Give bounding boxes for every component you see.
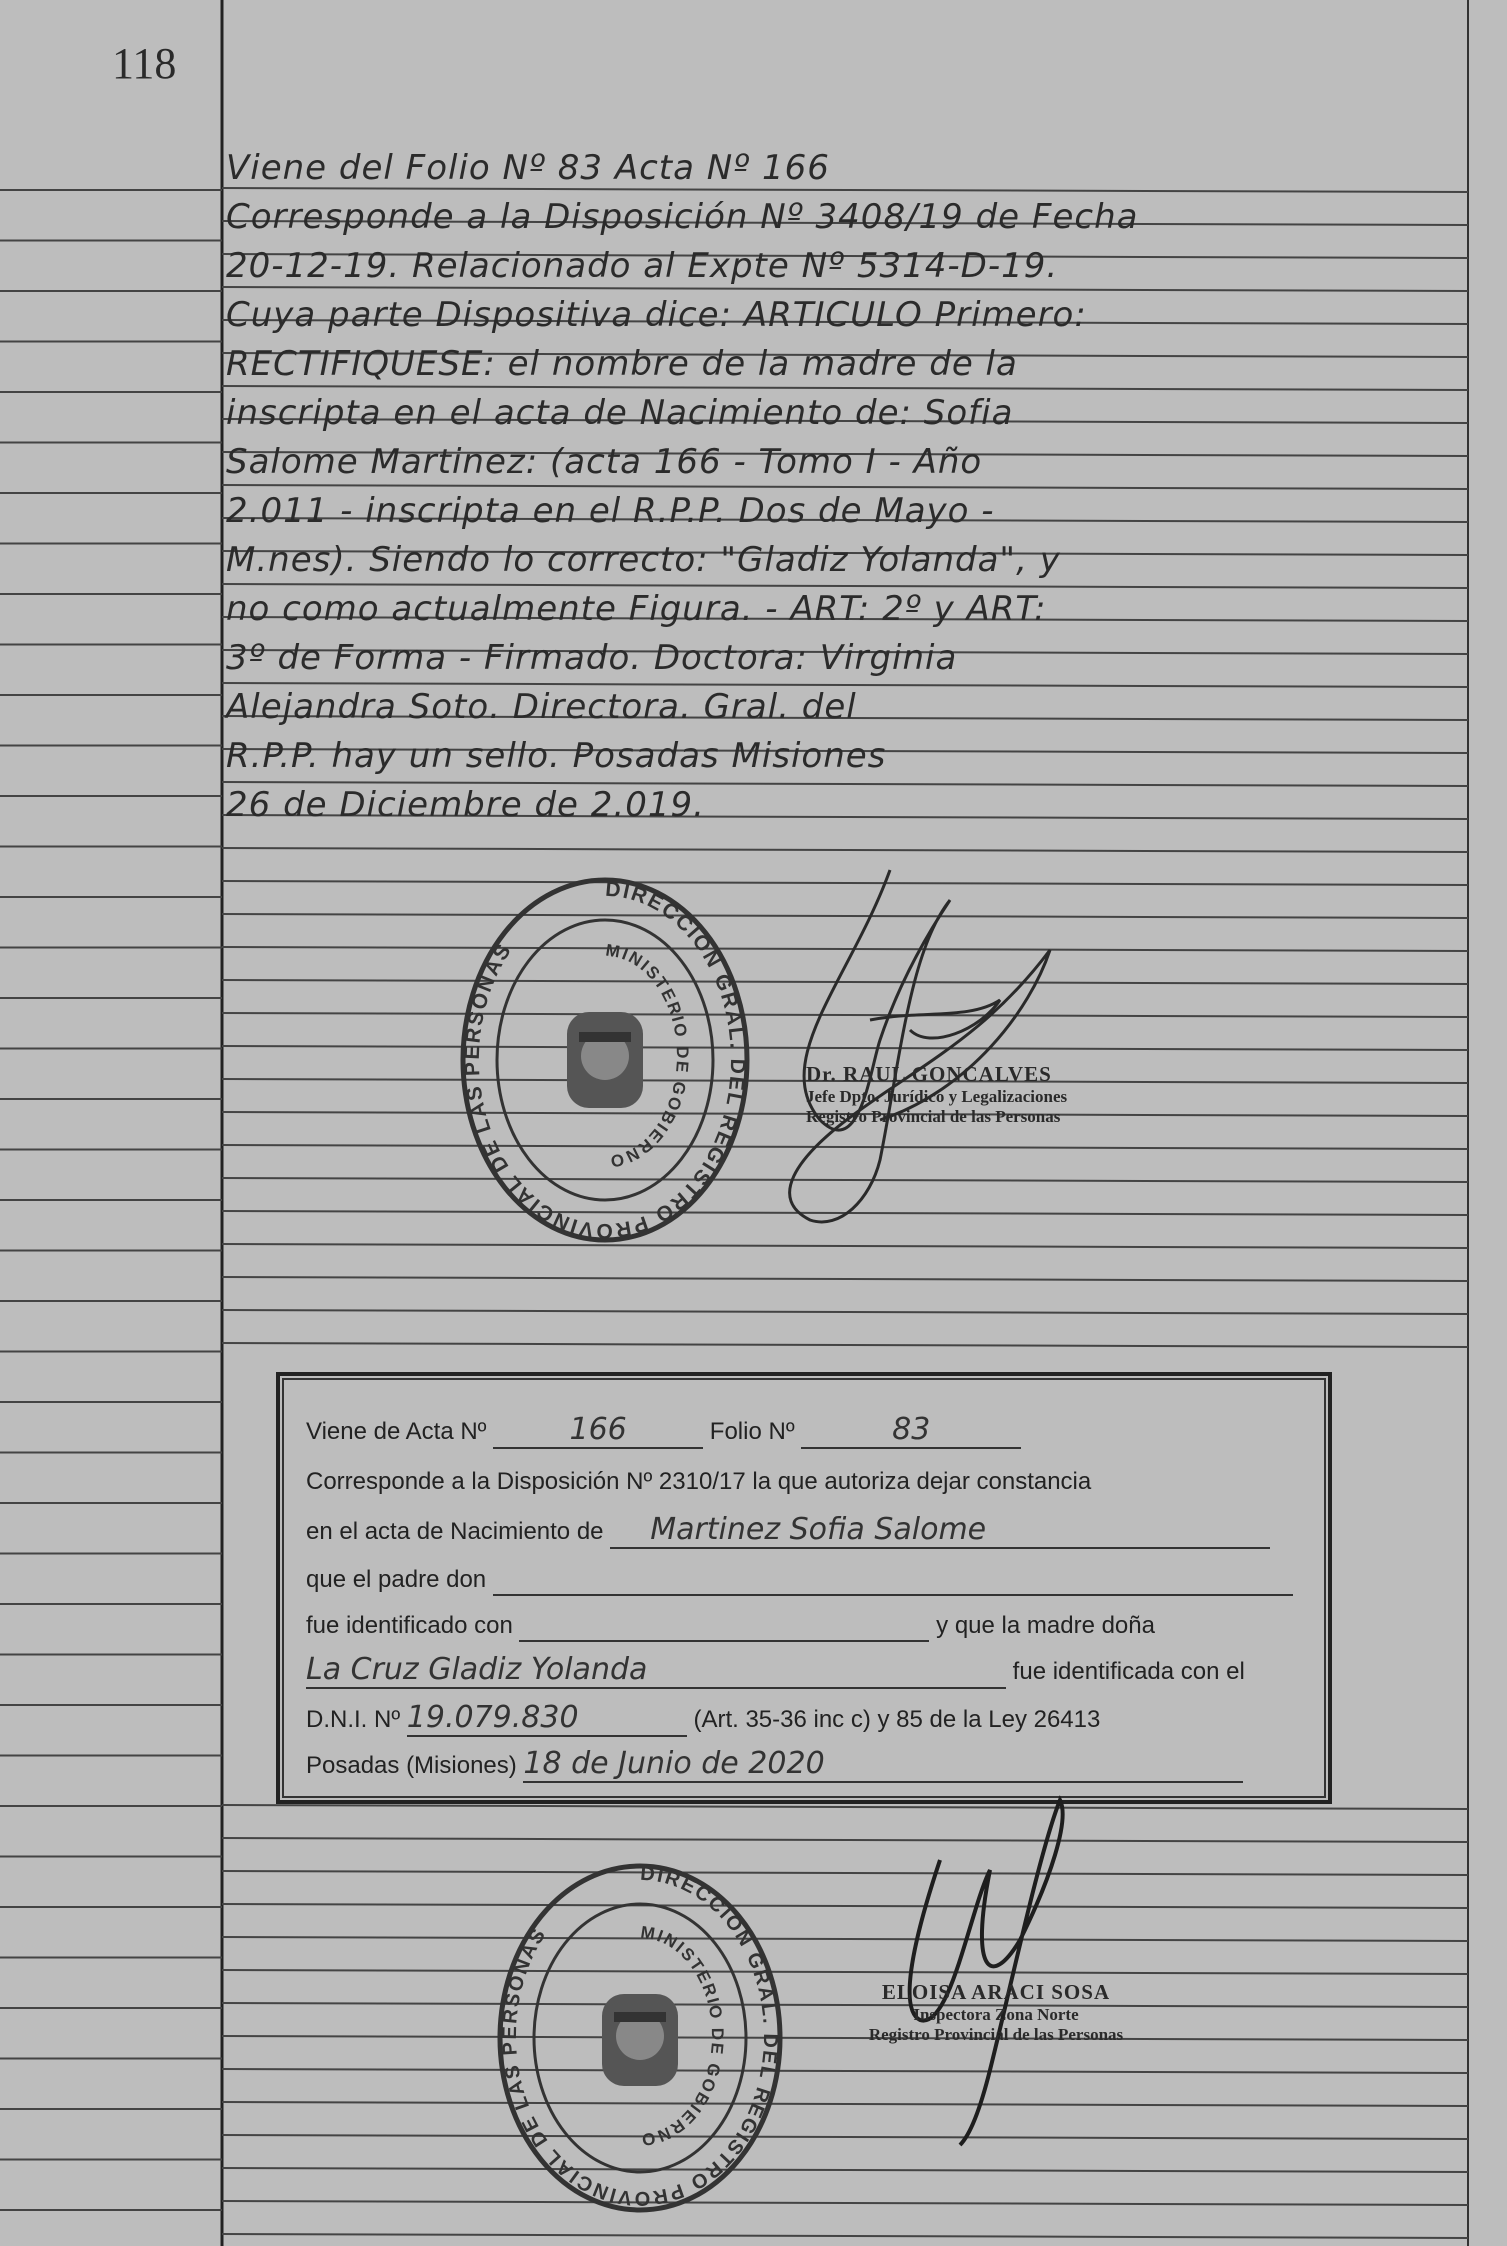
nacimiento-label: en el acta de Nacimiento de [306,1518,604,1545]
form-row-fecha [306,1746,1243,1783]
signer-office: Registro Provincial de las Personas [806,1107,1061,1126]
handwritten-line: Alejandra Soto. Directora. Gral. del [226,687,857,727]
ledger-rule [222,386,1468,390]
ledger-rule [222,1244,1468,1248]
handwritten-line: inscripta en el acta de Nacimiento de: Sofia [226,393,1014,433]
signature-2-scribble [880,1790,1100,2150]
handwritten-line: RECTIFIQUESE: el nombre de la madre de la [226,344,1018,384]
signature-1-scribble [730,860,1090,1240]
ledger-rule [222,1277,1468,1281]
handwritten-line: 20-12-19. Relacionado al Expte Nº 5314-D-19. [226,246,1059,286]
identificado-blank [519,1612,929,1642]
identificado-label: fue identificado con [306,1612,513,1639]
coat-of-arms-icon [567,1012,643,1108]
form-row-identificado [306,1612,1155,1642]
handwritten-line: Viene del Folio Nº 83 Acta Nº 166 [226,148,830,188]
folio-value: 83 [801,1412,1021,1449]
ledger-rule [222,2069,1468,2073]
ledger-rule [222,287,1468,291]
madre-label: y que la madre doña [936,1612,1155,1639]
form-row-nacimiento [306,1512,1270,1549]
seal-inner-text: MINISTERIO DE GOBIERNO [638,1922,727,2150]
handwritten-line: 3º de Forma - Firmado. Doctora: Virginia [226,638,958,678]
form-row-dni [306,1700,1100,1737]
form-row-padre [306,1566,1293,1596]
handwritten-line: 2.011 - inscripta en el R.P.P. Dos de Mayo - [226,491,995,531]
ledger-rule [222,188,1468,192]
ledger-rule [222,2135,1468,2139]
ledger-rule [222,1871,1468,1875]
acta-value: 166 [493,1412,703,1449]
handwritten-line: Corresponde a la Disposición Nº 3408/19 de Fecha [226,197,1139,237]
ledger-rule [222,584,1468,588]
dni-value: 19.079.830 [407,1700,687,1737]
ledger-rule [222,1970,1468,1974]
ledger-rule [222,2168,1468,2172]
folio-label: Folio Nº [709,1418,795,1445]
signature-1-block [806,1062,1067,1127]
ledger-rule [222,1838,1468,1842]
signer-office: Registro Provincial de las Personas [868,2025,1124,2044]
place-label: Posadas (Misiones) [306,1752,517,1779]
handwritten-line: Cuya parte Dispositiva dice: ARTICULO Primero: [226,295,1087,335]
signer-title: Jefe Dpto. Jurídico y Legalizaciones [806,1087,1068,1106]
ledger-rule [222,2201,1468,2205]
nacimiento-value: Martinez Sofia Salome [610,1512,1270,1549]
registry-seal-1 [455,872,755,1248]
handwritten-line: 26 de Diciembre de 2.019. [226,785,705,825]
identificada-label: fue identificada con el [1012,1658,1245,1685]
seal-outer-text: DIRECCION GRAL. DEL REGISTRO PROVINCIAL DE LAS PERSONAS [460,877,750,1243]
ledger-rule [222,2234,1468,2238]
handwritten-line: R.P.P. hay un sello. Posadas Misiones [226,736,887,776]
dni-label: D.N.I. Nº [306,1706,401,1733]
form-row-disposicion: Corresponde a la Disposición Nº 2310/17 la que autoriza dejar constancia [306,1468,1092,1495]
signature-2-block [856,1980,1136,2045]
ledger-rule [222,1310,1468,1314]
signer-name: ELOISA ARACI SOSA [881,1980,1111,2004]
acta-label: Viene de Acta Nº [306,1418,487,1445]
seal-inner-text: MINISTERIO DE GOBIERNO [604,940,693,1172]
form-row-madre [306,1652,1245,1689]
handwritten-line: Salome Martinez: (acta 166 - Tomo I - Año [226,442,983,482]
ledger-rule [222,848,1468,852]
ley-reference: (Art. 35-36 inc c) y 85 de la Ley 26413 [693,1706,1101,1733]
seal-outer-text: DIRECCION GRAL. DEL REGISTRO PROVINCIAL DE LAS PERSONAS [498,1862,782,2210]
handwritten-line: M.nes). Siendo lo correcto: "Gladiz Yolanda", y [226,540,1061,580]
page-number: 118 [112,39,177,88]
coat-of-arms-icon [602,1994,678,2086]
registry-seal-2 [490,1858,790,2218]
ledger-rule [222,1805,1468,1809]
ledger-rule [222,485,1468,489]
ledger-rule [222,2102,1468,2106]
ledger-rule [222,1904,1468,1908]
signer-title: Inspectora Zona Norte [913,2005,1079,2024]
ledger-rule [222,2036,1468,2040]
ledger-rule [222,1343,1468,1347]
marginal-note-box [276,1372,1332,1804]
ledger-rule [222,1937,1468,1941]
form-row-acta [306,1412,1021,1449]
date-value: 18 de Junio de 2020 [523,1746,1243,1783]
padre-label: que el padre don [306,1566,487,1593]
handwritten-line: no como actualmente Figura. - ART: 2º y ART: [226,589,1047,629]
signer-name: Dr. RAUL GONCALVES [806,1062,1052,1086]
padre-blank [493,1566,1293,1596]
madre-value: La Cruz Gladiz Yolanda [306,1652,1006,1689]
ledger-rule [222,2003,1468,2007]
